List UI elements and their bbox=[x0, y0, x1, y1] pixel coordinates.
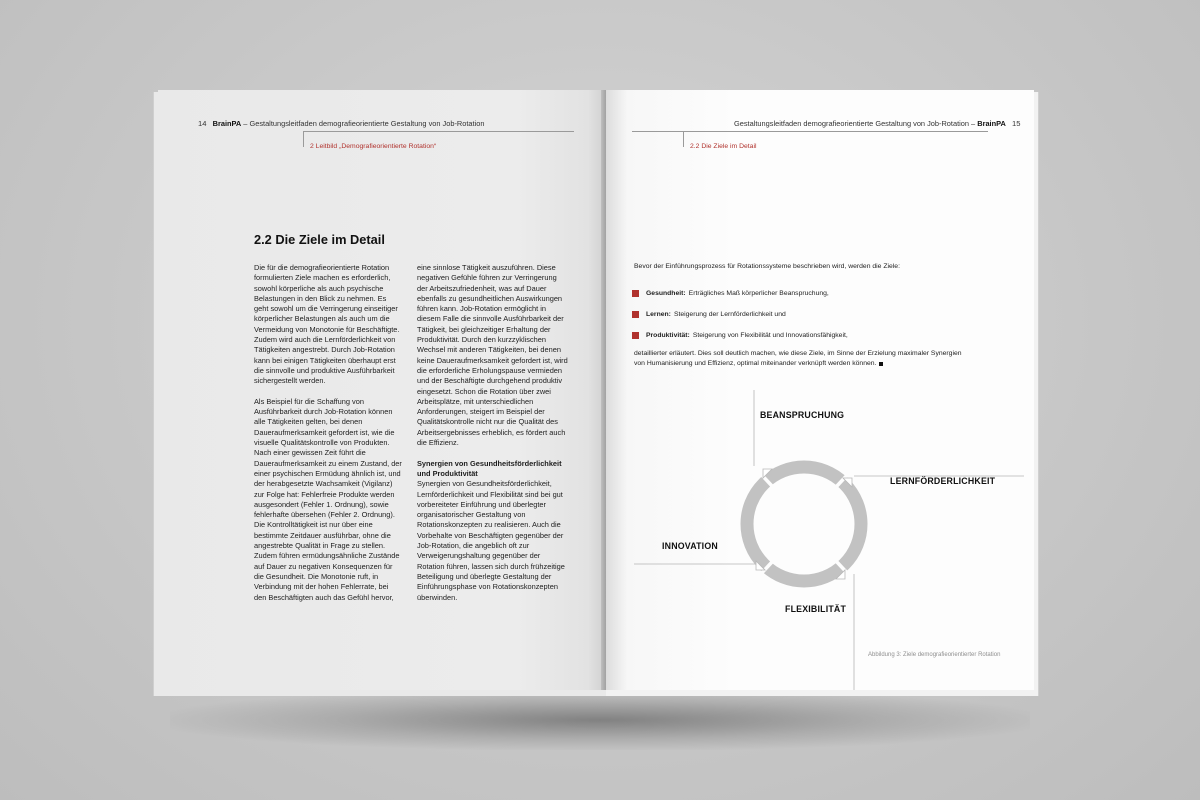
paragraph: Als Beispiel für die Schaffung von Ausführbarkeit durch Job-Rotation können alle Tätigkeiten gelten, bei denen Daueraufmerksamkeit gefordert ist, wie die visuelle Qualitätskontrolle von Produkten. Nach einer gewissen Zeit führt die Daueraufmerksamkeit zu einem Zustand, der einer psychischen Ermüdung ähnlich ist, und der herabgesetzte Wachsamkeit (Vigilanz) zur Folge hat: Fehlerfreie Produkte werden ausgesondert (Fehler 1. Ordnung), sowie fehlerhafte übersehen (Fehler 2. Ordnung). Die Kontrolltätigkeit ist nur über eine bestimmte Zeitdauer ausführbar, ohne die angestrebte Qualität in Frage zu stellen. Zudem führen ermüdungsähnliche Zustände auf Dauer zu negativen Konsequenzen für die Gesundheit. Die Monotonie ruft, in Verbindung mit der hohen Fehlerrate, bei den Beschäftigten auch das Gefühl hervor, bbox=[254, 396, 402, 602]
rotation-ring bbox=[747, 467, 861, 581]
bullet-text: Erträgliches Maß körperlicher Beanspruchung, bbox=[688, 290, 829, 297]
paragraph-text: detaillierter erläutert. Dies soll deutlich machen, wie diese Ziele, im Sinne der Erzielung maximaler Synergien von Humanisierung und Effizienz, optimal miteinander verknüpft werden können. bbox=[634, 350, 962, 368]
section-heading: 2.2 Die Ziele im Detail bbox=[254, 232, 385, 247]
figure-caption: Abbildung 3: Ziele demografieorientierter Rotation bbox=[868, 652, 1001, 658]
right-page-number: 15 bbox=[1012, 119, 1021, 128]
bullet-term: Produktivität: bbox=[646, 332, 690, 339]
left-running-head bbox=[198, 119, 484, 128]
ring-segment-gaps bbox=[758, 471, 850, 577]
left-page bbox=[158, 90, 606, 690]
left-column-1 bbox=[254, 263, 402, 603]
left-page-number: 14 bbox=[198, 119, 207, 128]
bullet-text: Steigerung der Lernförderlichkeit und bbox=[673, 311, 786, 318]
right-brand: BrainPA bbox=[977, 119, 1006, 128]
paragraph: Die für die demografieorientierte Rotation formulierten Ziele machen es erforderlich, sowohl körperliche als auch psychische Belastungen in den Blick zu nehmen. Es geht sowohl um die Verringerung einseitiger körperlicher Belastungen als auch um die Vermeidung von Monotonie für Beschäftigte. Zudem wird auch die Lernförderlichkeit von Tätigkeiten angestrebt. Durch Job-Rotation kann bei einigen Tätigkeiten überhaupt erst die sinnvolle und produktive Ausführbarkeit sichergestellt werden. bbox=[254, 263, 400, 386]
bullet-term: Gesundheit: bbox=[646, 290, 686, 297]
diagram-guide-lines bbox=[634, 390, 1024, 690]
subheading: Synergien von Gesundheitsförderlichkeit und Produktivität bbox=[417, 458, 562, 478]
right-chapter-label: 2.2 Die Ziele im Detail bbox=[690, 143, 757, 150]
bullet-text: Steigerung von Flexibilität und Innovationsfähigkeit, bbox=[692, 332, 848, 339]
diagram-label-right: LERNFÖRDERLICHKEIT bbox=[890, 476, 996, 486]
left-chapter-label: 2 Leitbild „Demografieorientierte Rotation“ bbox=[310, 143, 437, 150]
right-header-text: Gestaltungsleitfaden demografieorientierte Gestaltung von Job-Rotation – bbox=[734, 119, 976, 128]
left-header-text: – Gestaltungsleitfaden demografieorientierte Gestaltung von Job-Rotation bbox=[243, 119, 485, 128]
left-column-2 bbox=[417, 263, 569, 603]
intro-text: Bevor der Einführungsprozess für Rotationssysteme beschrieben wird, werden die Ziele: bbox=[634, 263, 900, 270]
left-brand: BrainPA bbox=[212, 119, 242, 128]
left-header-rule bbox=[303, 131, 574, 132]
diagram-label-left: INNOVATION bbox=[662, 541, 718, 551]
bullet-term: Lernen: bbox=[646, 311, 671, 318]
paragraph: Synergien von Gesundheitsförderlichkeit, Lernförderlichkeit und Flexibilität sind bei gut vorbereiteter Einführung und überlegter organisatorischer Gestaltung von Rotationskonzepten zu realisieren. Auch die Vorbehalte von Beschäftigten gegenüber der Job-Rotation, die angeblich oft zur Verweigerungshaltung gegenüber der Rotation führen, lassen sich durch frühzeitige Beteiligung und überlegte Gestaltung der Einführungsphase von Rotationskonzepten überwinden. bbox=[417, 479, 565, 602]
rotation-diagram bbox=[606, 90, 1034, 690]
book-shadow bbox=[170, 690, 1030, 750]
diagram-label-top: BEANSPRUCHUNG bbox=[760, 410, 845, 420]
paragraph: eine sinnlose Tätigkeit auszuführen. Diese negativen Gefühle führen zur Verringerung der Arbeitszufriedenheit, was auf Dauer ebenfalls zu gesundheitlichen Auswirkungen führen kann. Job-Rotation ermöglicht in diesem Falle die sinnvolle Ausführbarkeit der Tätigkeit, bei gleichzeitiger Erhaltung der Produktivität. Durch den kurzzyklischen Wechsel mit anderen Tätigkeiten, bei denen keine Daueraufmerksamkeit gefordert ist, wird die erforderliche Erholungspause vermieden und der Beschäftigte durchgehend produktiv eingesetzt. Schon die Rotation über zwei Arbeitsplätze, mit unterschiedlichen Anforderungen, steigert im Beispiel der Qualitätskontrolle nicht nur die Qualität des Arbeitsergebnisses erheblich, es fördert auch die Effizienz. bbox=[417, 263, 568, 448]
diagram-label-bottom: FLEXIBILITÄT bbox=[785, 604, 847, 614]
left-header-tick bbox=[303, 131, 304, 147]
right-page bbox=[606, 90, 1034, 690]
